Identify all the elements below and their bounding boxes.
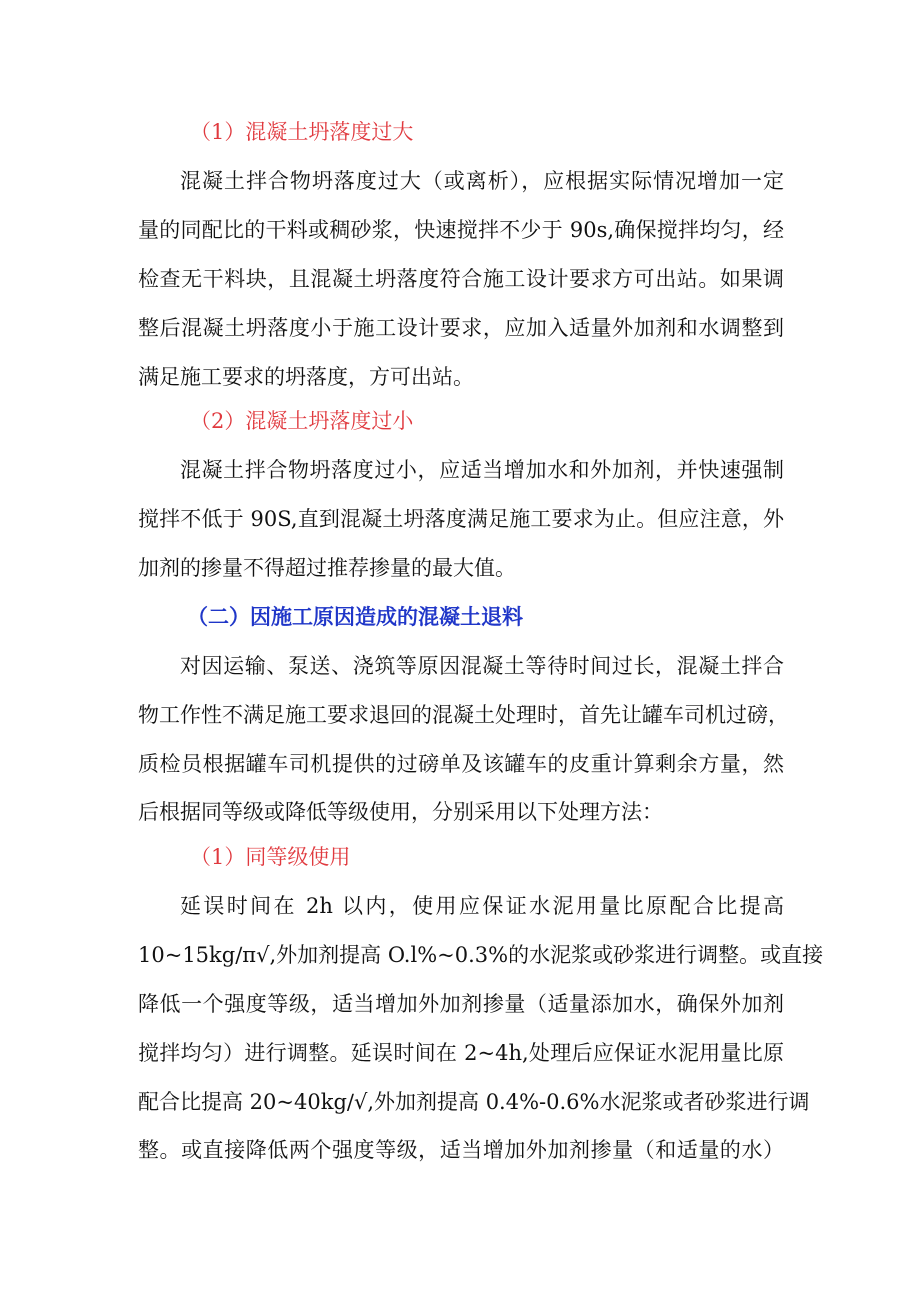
paragraph-line: 搅拌不低于 90S,直到混凝土坍落度满足施工要求为止。但应注意，外: [138, 507, 784, 531]
paragraph-line: 检查无干料块，且混凝土坍落度符合施工设计要求方可出站。如果调: [138, 267, 784, 291]
paragraph-line: 质检员根据罐车司机提供的过磅单及该罐车的皮重计算剩余方量，然: [138, 752, 784, 776]
paragraph-line: 加剂的掺量不得超过推荐掺量的最大值。: [138, 556, 516, 580]
paragraph-line: 整。或直接降低两个强度等级，适当增加外加剂掺量（和适量的水）: [138, 1138, 784, 1162]
paragraph-line: 混凝土拌合物坍落度过大（或离析），应根据实际情况增加一定: [180, 169, 784, 193]
paragraph-line: 对因运输、泵送、浇筑等原因混凝土等待时间过长，混凝土拌合: [180, 654, 784, 678]
paragraph-line: 降低一个强度等级，适当增加外加剂掺量（适量添加水，确保外加剂: [138, 992, 784, 1016]
section-heading-same-grade: （1）同等级使用: [190, 845, 351, 869]
section-heading-slump-too-high: （1）混凝土坍落度过大: [190, 120, 414, 144]
paragraph-line: 满足施工要求的坍落度，方可出站。: [138, 365, 474, 389]
paragraph-line: 延误时间在 2h 以内，使用应保证水泥用量比原配合比提高: [180, 894, 784, 918]
paragraph-line: 10~15kg∕π√,外加剂提高 O.l%~0.3%的水泥浆或砂浆进行调整。或直接: [138, 943, 824, 967]
section-heading-slump-too-low: （2）混凝土坍落度过小: [190, 409, 414, 433]
paragraph-line: 混凝土拌合物坍落度过小，应适当增加水和外加剂，并快速强制: [180, 458, 784, 482]
paragraph-line: 整后混凝土坍落度小于施工设计要求，应加入适量外加剂和水调整到: [138, 316, 784, 340]
paragraph-line: 搅拌均匀）进行调整。延误时间在 2~4h,处理后应保证水泥用量比原: [138, 1041, 784, 1065]
paragraph-line: 后根据同等级或降低等级使用，分别采用以下处理方法：: [138, 800, 663, 824]
section-heading-construction-return: （二）因施工原因造成的混凝土退料: [187, 604, 523, 629]
paragraph-line: 配合比提高 20~40kg∕√,外加剂提高 0.4%-0.6%水泥浆或者砂浆进行调: [138, 1090, 810, 1114]
paragraph-line: 量的同配比的干料或稠砂浆，快速搅拌不少于 90s,确保搅拌均匀，经: [138, 218, 784, 242]
paragraph-line: 物工作性不满足施工要求退回的混凝土处理时，首先让罐车司机过磅，: [138, 703, 789, 727]
